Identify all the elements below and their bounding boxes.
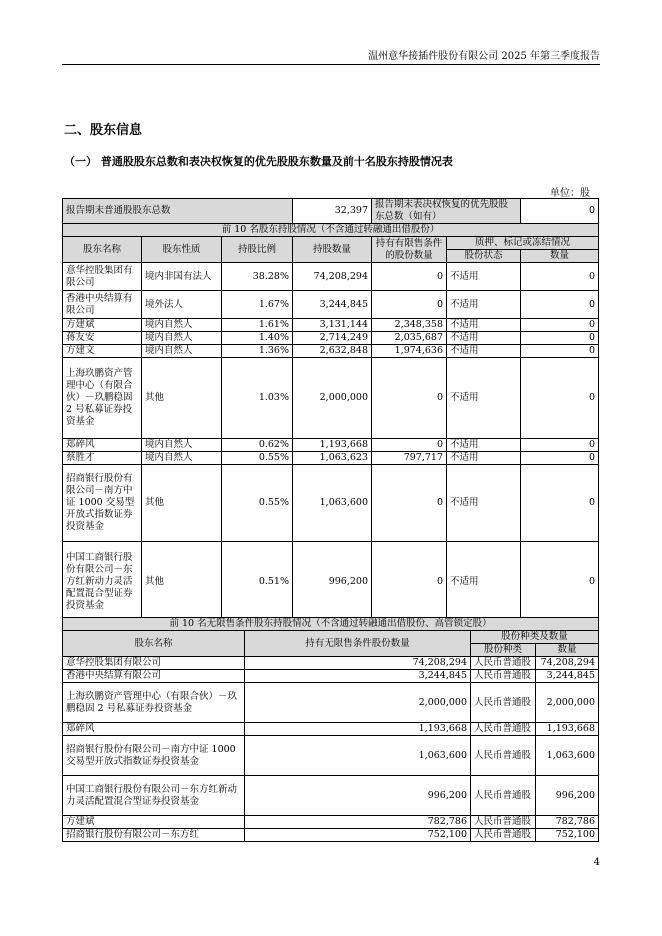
table-row (63, 332, 599, 345)
top10-unrestricted-table (62, 617, 599, 842)
shareholder-name: 蒋友安 (63, 332, 142, 345)
pledge-count: 0 (521, 358, 599, 439)
pledge-status: 不适用 (447, 291, 521, 319)
pledge-status: 不适用 (447, 452, 521, 465)
share-class: 人民币普通股 (471, 683, 536, 723)
shareholder-name: 招商银行股份有限公司－东方红 (63, 829, 245, 842)
pledge-count: 0 (521, 465, 599, 542)
restricted-qty: 0 (372, 542, 447, 623)
unrestricted-qty: 996,200 (245, 776, 471, 816)
shareholder-name: 郑碎风 (63, 723, 245, 736)
pledge-count: 0 (521, 452, 599, 465)
pledge-count: 0 (521, 542, 599, 623)
table-row (63, 439, 599, 452)
table-row (63, 345, 599, 358)
unit-label: 单位：股 (550, 188, 590, 199)
restricted-qty: 797,717 (372, 452, 447, 465)
share-class: 人民币普通股 (471, 723, 536, 736)
table-row (63, 683, 599, 723)
pledge-count: 0 (521, 345, 599, 358)
total-holders-label: 报告期末普通股股东总数 (63, 199, 293, 224)
holding-ratio: 0.55% (222, 465, 293, 542)
pledge-status: 不适用 (447, 263, 521, 291)
share-count: 3,244,845 (536, 670, 599, 683)
total-holders-value: 32,397 (293, 199, 372, 224)
pledge-status: 不适用 (447, 542, 521, 623)
pledge-status: 不适用 (447, 465, 521, 542)
top10-shareholders-table (62, 198, 599, 623)
holding-qty: 996,200 (293, 542, 372, 623)
pledge-status: 不适用 (447, 358, 521, 439)
col-header-restricted: 持有有限售条件的股份数量 (372, 237, 447, 263)
col-header-count: 数量 (521, 250, 599, 263)
table-row (63, 736, 599, 776)
shareholder-nature: 境内自然人 (142, 319, 222, 332)
table-row (63, 319, 599, 332)
share-count: 74,208,294 (536, 657, 599, 670)
restricted-qty: 2,348,358 (372, 319, 447, 332)
shareholder-nature: 境内自然人 (142, 452, 222, 465)
restricted-qty: 0 (372, 439, 447, 452)
holding-ratio: 1.61% (222, 319, 293, 332)
subsection-title: （一） 普通股股东总数和表决权恢复的优先股股东数量及前十名股东持股情况表 (64, 155, 453, 168)
col-header-count: 数量 (536, 644, 599, 657)
pref-holders-label: 报告期末表决权恢复的优先股股东总数（如有） (372, 199, 521, 224)
share-count: 1,193,668 (536, 723, 599, 736)
shareholder-nature: 境内自然人 (142, 345, 222, 358)
holding-ratio: 38.28% (222, 263, 293, 291)
table-row (63, 263, 599, 291)
shareholder-name: 招商银行股份有限公司－南方中证 1000 交易型开放式指数证券投资基金 (63, 736, 245, 776)
col-header-ratio: 持股比例 (222, 237, 293, 263)
page-number: 4 (593, 857, 600, 868)
summary-row (63, 199, 599, 224)
table-row (63, 465, 599, 542)
restricted-qty: 0 (372, 291, 447, 319)
shareholder-name: 中国工商银行股份有限公司－东方红新动力灵活配置混合型证券投资基金 (63, 542, 142, 623)
share-count: 782,786 (536, 816, 599, 829)
restricted-qty: 1,974,636 (372, 345, 447, 358)
section-title: 二、股东信息 (64, 123, 143, 138)
shareholder-name: 方建斌 (63, 319, 142, 332)
holding-qty: 3,244,845 (293, 291, 372, 319)
pledge-status: 不适用 (447, 439, 521, 452)
share-class: 人民币普通股 (471, 776, 536, 816)
holding-ratio: 1.67% (222, 291, 293, 319)
unrestricted-qty: 782,786 (245, 816, 471, 829)
shareholder-nature: 其他 (142, 465, 222, 542)
shareholder-nature: 其他 (142, 358, 222, 439)
share-class: 人民币普通股 (471, 670, 536, 683)
holding-qty: 1,063,623 (293, 452, 372, 465)
pledge-count: 0 (521, 263, 599, 291)
header-rule (62, 64, 600, 65)
share-count: 996,200 (536, 776, 599, 816)
table-row (63, 670, 599, 683)
col-header-name: 股东名称 (63, 631, 245, 657)
shareholder-nature: 境内非国有法人 (142, 263, 222, 291)
shareholder-nature: 境内自然人 (142, 332, 222, 345)
holding-qty: 2,714,249 (293, 332, 372, 345)
shareholder-nature: 境外法人 (142, 291, 222, 319)
share-count: 1,063,600 (536, 736, 599, 776)
table-row (63, 358, 599, 439)
table-row (63, 829, 599, 842)
col-header-name: 股东名称 (63, 237, 142, 263)
shareholder-name: 香港中央结算有限公司 (63, 670, 245, 683)
shareholder-nature: 境内自然人 (142, 439, 222, 452)
unrestricted-qty: 1,193,668 (245, 723, 471, 736)
table-row (63, 542, 599, 623)
holding-qty: 1,063,600 (293, 465, 372, 542)
holding-qty: 74,208,294 (293, 263, 372, 291)
shareholder-name: 方建斌 (63, 816, 245, 829)
shareholder-name: 中国工商银行股份有限公司－东方红新动力灵活配置混合型证券投资基金 (63, 776, 245, 816)
shareholder-name: 上海玖鹏资产管理中心（有限合伙）－玖鹏稳固 2 号私募证券投资基金 (63, 683, 245, 723)
col-header-pledge: 质押、标记或冻结情况 (447, 237, 599, 250)
unrestricted-qty: 1,063,600 (245, 736, 471, 776)
share-class: 人民币普通股 (471, 736, 536, 776)
share-class: 人民币普通股 (471, 829, 536, 842)
holding-ratio: 1.40% (222, 332, 293, 345)
holding-qty: 3,131,144 (293, 319, 372, 332)
unrestricted-qty: 3,244,845 (245, 670, 471, 683)
shareholder-name: 上海玖鹏资产管理中心（有限合伙）－玖鹏稳固 2 号私募证券投资基金 (63, 358, 142, 439)
holding-qty: 1,193,668 (293, 439, 372, 452)
pledge-count: 0 (521, 291, 599, 319)
col-header-qty: 持股数量 (293, 237, 372, 263)
share-class: 人民币普通股 (471, 816, 536, 829)
unrestricted-qty: 752,100 (245, 829, 471, 842)
holding-ratio: 0.62% (222, 439, 293, 452)
shareholder-name: 意华控股集团有限公司 (63, 263, 142, 291)
shareholder-name: 蔡胜才 (63, 452, 142, 465)
unrestricted-caption: 前 10 名无限售条件股东持股情况（不含通过转融通出借股份、高管锁定股） (63, 618, 599, 631)
share-class: 人民币普通股 (471, 657, 536, 670)
top10-caption: 前 10 名股东持股情况（不含通过转融通出借股份） (63, 224, 599, 237)
holding-qty: 2,632,848 (293, 345, 372, 358)
unrestricted-qty: 74,208,294 (245, 657, 471, 670)
share-count: 2,000,000 (536, 683, 599, 723)
holding-ratio: 1.36% (222, 345, 293, 358)
holding-ratio: 0.51% (222, 542, 293, 623)
page-header-title: 温州意华接插件股份有限公司 2025 年第三季度报告 (368, 51, 600, 62)
shareholder-name: 香港中央结算有限公司 (63, 291, 142, 319)
restricted-qty: 0 (372, 358, 447, 439)
shareholder-name: 方建文 (63, 345, 142, 358)
holding-ratio: 0.55% (222, 452, 293, 465)
table-row (63, 291, 599, 319)
restricted-qty: 0 (372, 263, 447, 291)
pref-holders-value: 0 (521, 199, 599, 224)
pledge-status: 不适用 (447, 332, 521, 345)
share-count: 752,100 (536, 829, 599, 842)
pledge-count: 0 (521, 439, 599, 452)
pledge-status: 不适用 (447, 319, 521, 332)
col-header-class: 股份种类 (471, 644, 536, 657)
restricted-qty: 2,035,687 (372, 332, 447, 345)
col-header-class-group: 股份种类及数量 (471, 631, 599, 644)
holding-ratio: 1.03% (222, 358, 293, 439)
pledge-count: 0 (521, 319, 599, 332)
holding-qty: 2,000,000 (293, 358, 372, 439)
unrestricted-qty: 2,000,000 (245, 683, 471, 723)
table-row (63, 452, 599, 465)
restricted-qty: 0 (372, 465, 447, 542)
table-row (63, 776, 599, 816)
col-header-status: 股份状态 (447, 250, 521, 263)
pledge-count: 0 (521, 332, 599, 345)
col-header-unrestricted-qty: 持有无限售条件股份数量 (245, 631, 471, 657)
table-row (63, 723, 599, 736)
table-row (63, 816, 599, 829)
shareholder-name: 意华控股集团有限公司 (63, 657, 245, 670)
shareholder-name: 郑碎风 (63, 439, 142, 452)
pledge-status: 不适用 (447, 345, 521, 358)
col-header-nature: 股东性质 (142, 237, 222, 263)
shareholder-nature: 其他 (142, 542, 222, 623)
table-row (63, 657, 599, 670)
shareholder-name: 招商银行股份有限公司－南方中证 1000 交易型开放式指数证券投资基金 (63, 465, 142, 542)
